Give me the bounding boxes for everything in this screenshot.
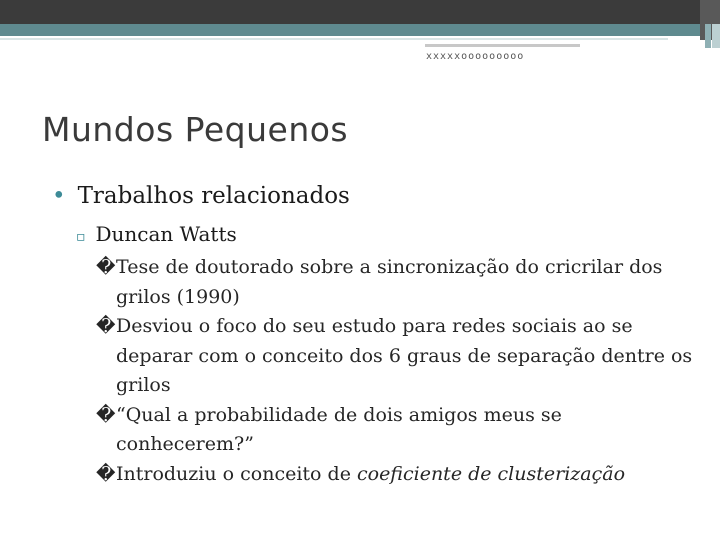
list-item bbox=[96, 253, 696, 312]
header-stripe bbox=[0, 24, 700, 36]
list-item-text: Introduziu o conceito de bbox=[116, 462, 357, 485]
header-thin-line bbox=[0, 38, 668, 40]
bullet-level1-text: Trabalhos relacionados bbox=[77, 183, 350, 209]
list-item-text: “Qual a probabilidade de dois amigos meus se conhecerem?” bbox=[116, 403, 562, 455]
missing-glyph-icon: � bbox=[96, 256, 116, 278]
slide-title: Mundos Pequenos bbox=[42, 110, 349, 149]
list-item-emphasis: coeficiente de clusterização bbox=[356, 462, 626, 485]
list-item bbox=[96, 401, 696, 460]
bullet-level3-list bbox=[96, 253, 696, 489]
header-accent-line bbox=[425, 44, 580, 47]
list-item-text: Tese de doutorado sobre a sincronização do cricrilar dos grilos (1990) bbox=[116, 256, 663, 308]
missing-glyph-icon: � bbox=[96, 403, 116, 426]
bullet-level2-text: Duncan Watts bbox=[95, 222, 237, 246]
header-stripe-right-b bbox=[712, 24, 720, 48]
list-item bbox=[96, 312, 696, 401]
header-stripe-right-a bbox=[705, 24, 711, 48]
list-item bbox=[96, 460, 696, 490]
missing-glyph-icon: � bbox=[96, 462, 116, 485]
bullet-level1 bbox=[52, 183, 350, 209]
bullet-dot-icon: • bbox=[52, 183, 66, 209]
bullet-square-icon: ▫ bbox=[76, 229, 86, 245]
missing-glyph-icon: � bbox=[96, 315, 116, 337]
list-item-text: Desviou o foco do seu estudo para redes sociais ao se deparar com o conceito dos 6 graus de separação dentre os grilos bbox=[116, 315, 693, 396]
slide-code: xxxxxooooooooo bbox=[426, 51, 525, 62]
bullet-level2 bbox=[76, 222, 237, 246]
header-band bbox=[0, 0, 700, 24]
